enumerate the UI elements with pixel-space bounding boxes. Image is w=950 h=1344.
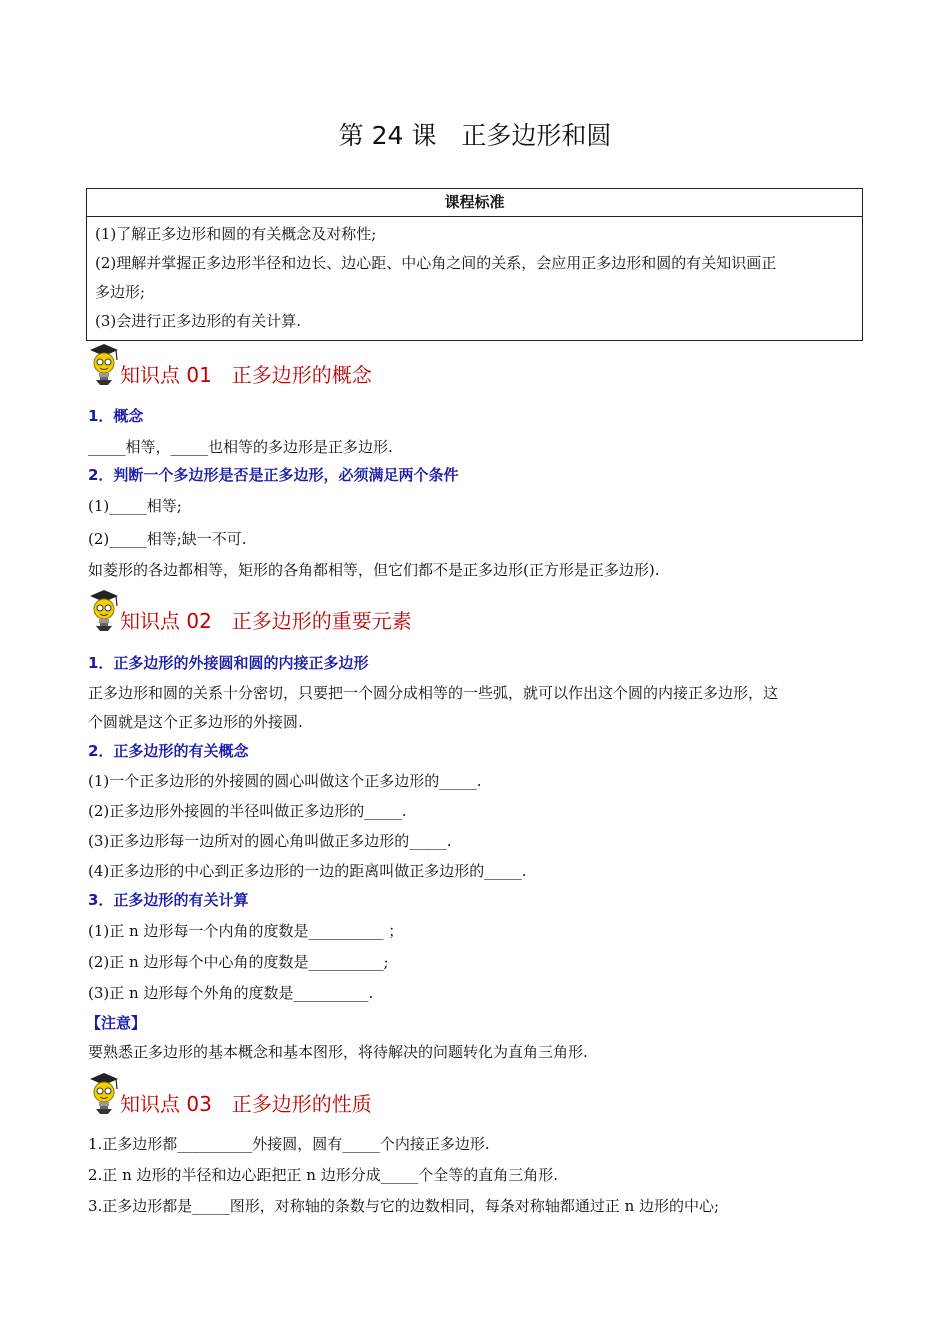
knowledge-point-02-heading: [86, 588, 786, 634]
subheading: 1．正多边形的外接圆和圆的内接正多边形: [88, 654, 369, 672]
course-standard-header: 课程标准: [87, 189, 862, 217]
subheading: 2．正多边形的有关概念: [88, 742, 249, 760]
text-line: 3.正多边形都是_____图形，对称轴的条数与它的边数相同，每条对称轴都通过正 n 边形的中心;: [88, 1197, 720, 1215]
knowledge-point-01-heading: [86, 342, 786, 388]
text-line: (4)正多边形的中心到正多边形的一边的距离叫做正多边形的_____.: [88, 862, 527, 880]
text-line: (3)正 n 边形每个外角的度数是__________.: [88, 984, 374, 1002]
subheading: 2．判断一个多边形是否是正多边形，必须满足两个条件: [88, 466, 459, 484]
subheading: 3．正多边形的有关计算: [88, 891, 249, 909]
text-line: 2.正 n 边形的半径和边心距把正 n 边形分成_____个全等的直角三角形.: [88, 1166, 558, 1184]
course-standard-box: [86, 188, 863, 341]
text-line: (2)_____相等;缺一不可.: [88, 530, 247, 548]
knowledge-point-title: 知识点 03 正多边形的性质: [120, 1092, 372, 1116]
standard-item: (1)了解正多边形和圆的有关概念及对称性;: [95, 225, 377, 243]
page-title: 第 24 课 正多边形和圆: [338, 121, 612, 150]
text-line: 1.正多边形都__________外接圆，圆有_____个内接正多边形.: [88, 1135, 490, 1153]
text-line: (1)_____相等;: [88, 497, 182, 515]
knowledge-point-title: 知识点 01 正多边形的概念: [120, 363, 372, 387]
note-label: 【注意】: [86, 1014, 147, 1032]
text-line: (3)正多边形每一边所对的圆心角叫做正多边形的_____.: [88, 832, 452, 850]
text-line: _____相等，_____也相等的多边形是正多边形.: [88, 438, 393, 456]
text-line: (1)正 n 边形每一个内角的度数是__________ ；: [88, 922, 404, 940]
standard-item: 多边形;: [95, 283, 146, 301]
knowledge-point-title: 知识点 02 正多边形的重要元素: [120, 609, 412, 633]
text-line: 个圆就是这个正多边形的外接圆.: [88, 713, 303, 731]
lightbulb-graduate-icon: [86, 1071, 122, 1115]
knowledge-point-03-heading: [86, 1071, 786, 1117]
standard-item: (2)理解并掌握正多边形半径和边长、边心距、中心角之间的关系，会应用正多边形和圆的有关知识画正: [95, 254, 777, 272]
text-line: (2)正 n 边形每个中心角的度数是__________;: [88, 953, 389, 971]
text-line: (2)正多边形外接圆的半径叫做正多边形的_____.: [88, 802, 407, 820]
text-line: (1)一个正多边形的外接圆的圆心叫做这个正多边形的_____.: [88, 772, 482, 790]
text-line: 要熟悉正多边形的基本概念和基本图形，将待解决的问题转化为直角三角形.: [88, 1043, 588, 1061]
lightbulb-graduate-icon: [86, 342, 122, 386]
subheading: 1．概念: [88, 407, 144, 425]
lightbulb-graduate-icon: [86, 588, 122, 632]
text-line: 正多边形和圆的关系十分密切，只要把一个圆分成相等的一些弧，就可以作出这个圆的内接正多边形，这: [88, 684, 779, 702]
text-line: 如菱形的各边都相等，矩形的各角都相等，但它们都不是正多边形(正方形是正多边形).: [88, 561, 660, 579]
course-standard-body: [87, 217, 862, 336]
standard-item: (3)会进行正多边形的有关计算.: [95, 312, 302, 330]
